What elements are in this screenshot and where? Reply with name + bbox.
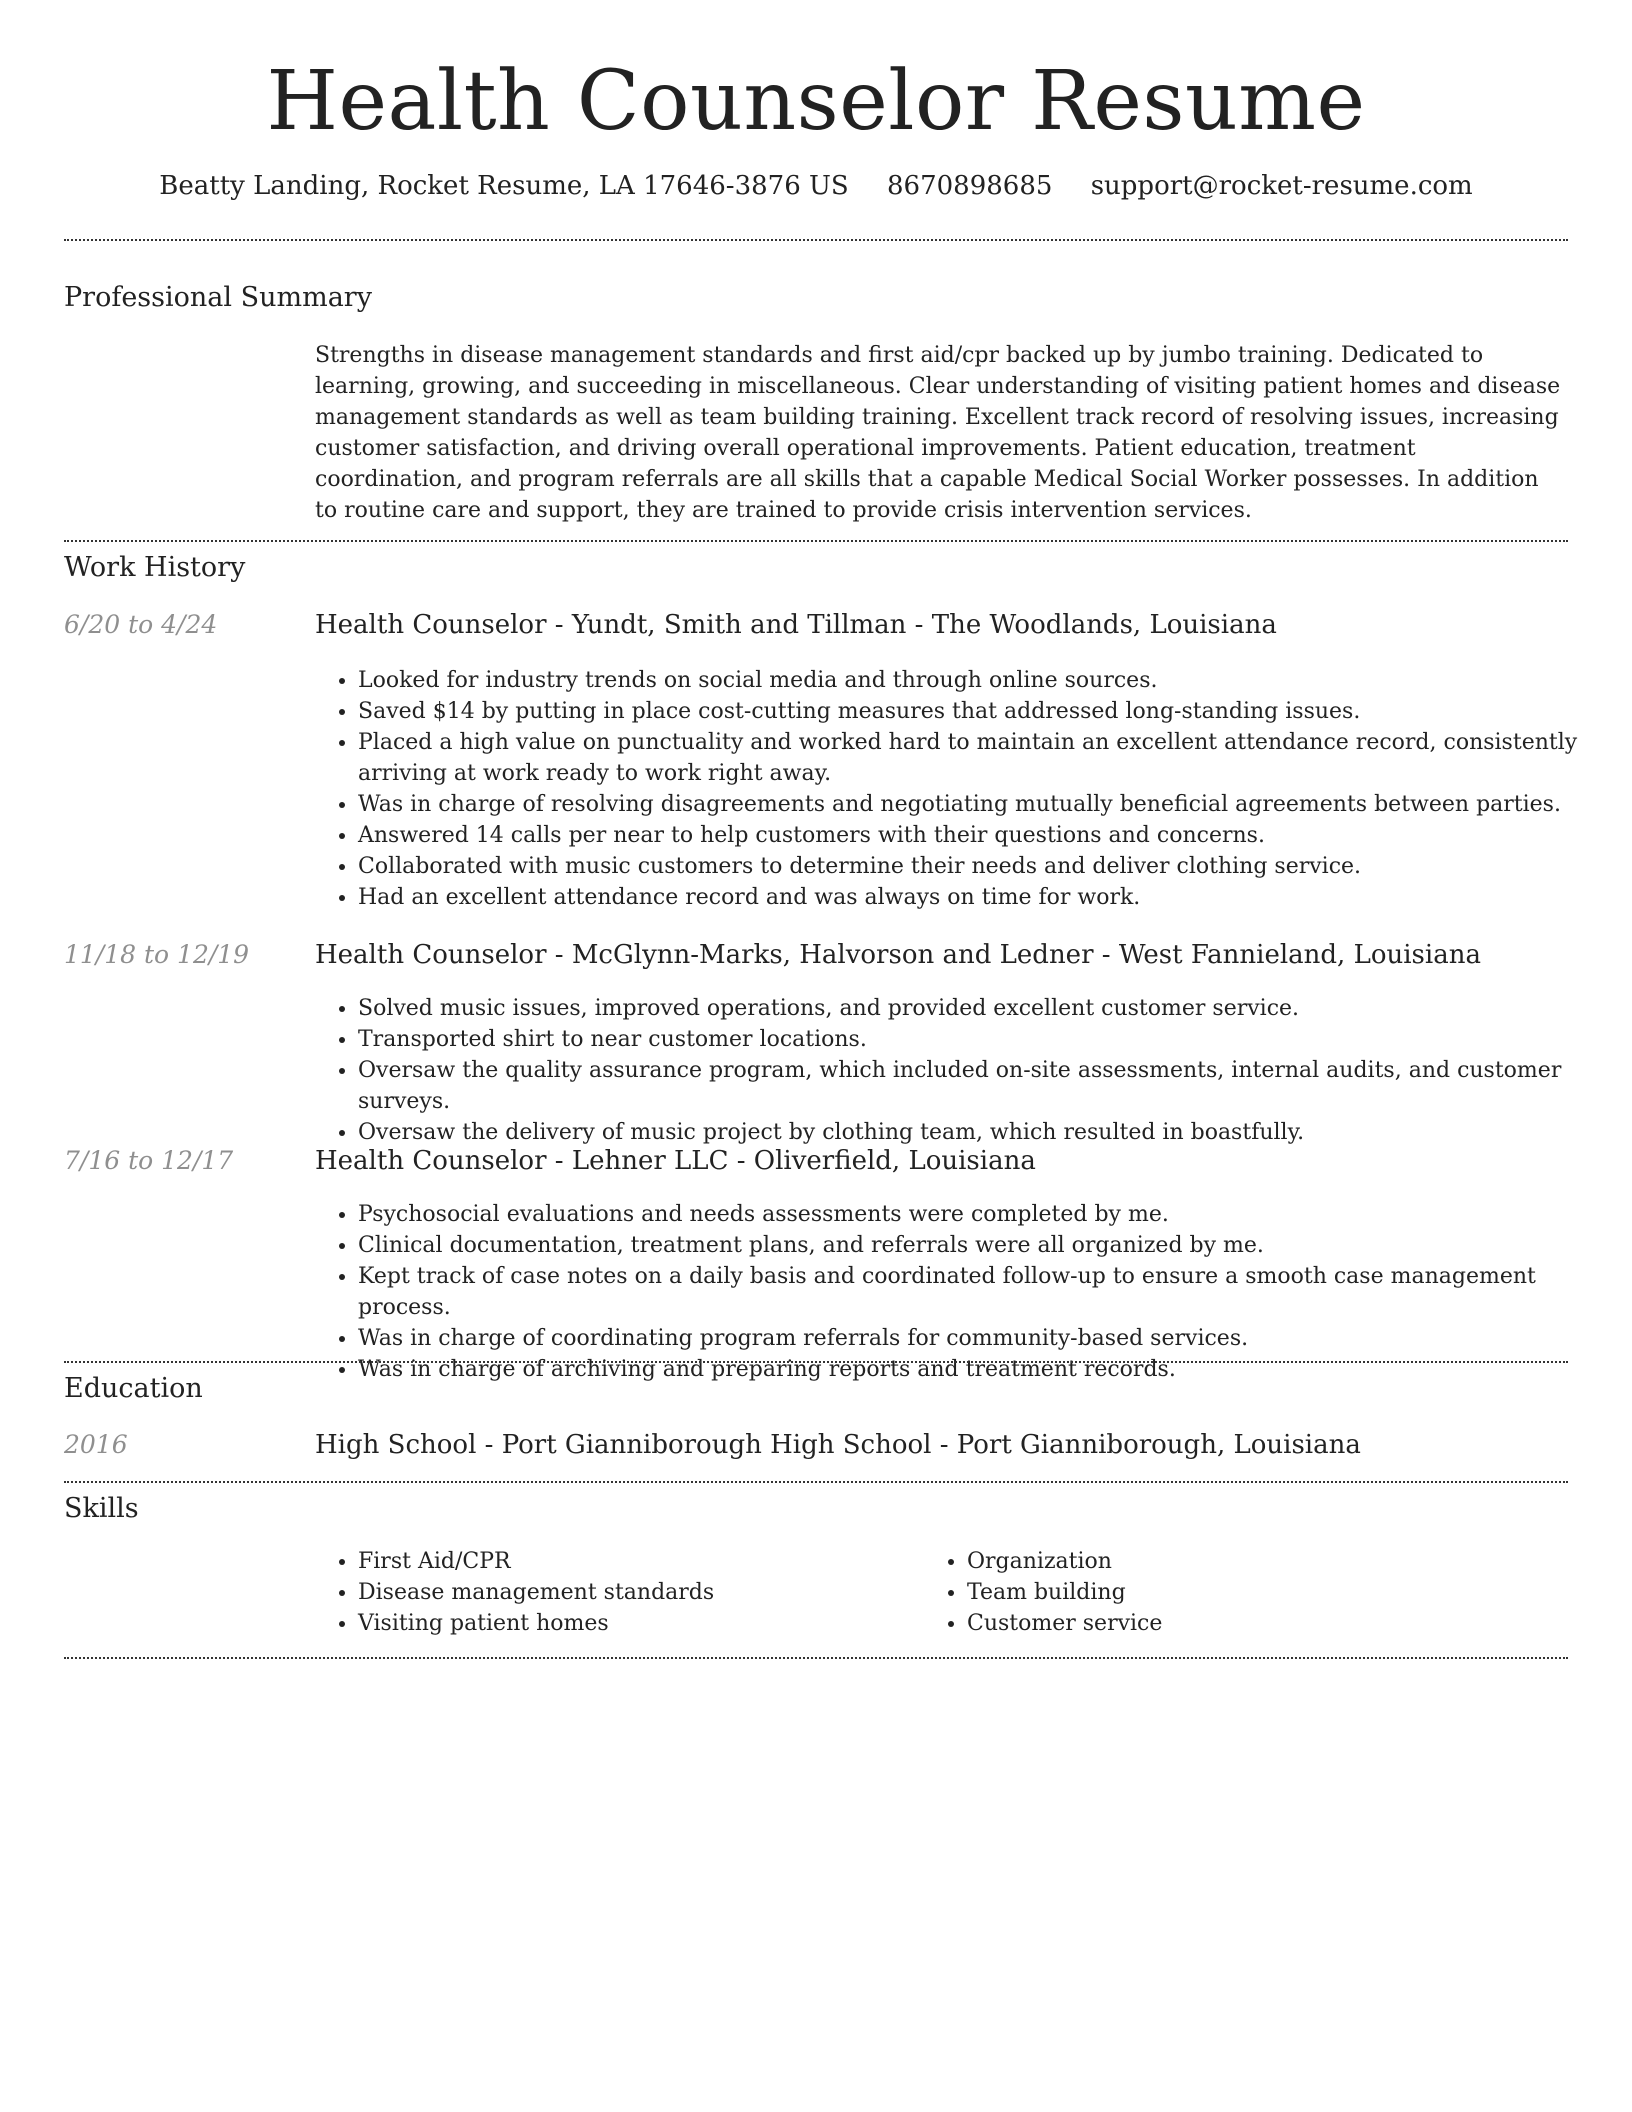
divider bbox=[64, 1481, 1568, 1483]
page-title: Health Counselor Resume bbox=[266, 54, 1366, 149]
education-heading: Education bbox=[64, 1373, 203, 1404]
list-item: • Team building bbox=[967, 1577, 1527, 1608]
list-item: • Oversaw the delivery of music project by clothing team, which resulted in boastfully. bbox=[358, 1117, 1608, 1148]
list-item: • Oversaw the quality assurance program, which included on-site assessments, internal audits, and customer surveys. bbox=[358, 1055, 1608, 1117]
contact-address: Beatty Landing, Rocket Resume, LA 17646-3876 US bbox=[159, 171, 849, 201]
job-bullets bbox=[315, 665, 1608, 913]
list-item: • Had an excellent attendance record and was always on time for work. bbox=[358, 882, 1608, 913]
job-bullets bbox=[315, 993, 1608, 1148]
list-item: • Placed a high value on punctuality and worked hard to maintain an excellent attendance record, consistently arriving at work ready to work right away. bbox=[358, 727, 1608, 789]
job-title: Health Counselor - Lehner LLC - Oliverfield, Louisiana bbox=[315, 1146, 1036, 1176]
list-item: • Visiting patient homes bbox=[358, 1608, 918, 1639]
skills-list-right bbox=[924, 1546, 1527, 1639]
list-item: • Looked for industry trends on social media and through online sources. bbox=[358, 665, 1608, 696]
skills-list-left bbox=[315, 1546, 918, 1639]
summary-text: Strengths in disease management standards and first aid/cpr backed up by jumbo training. Dedicated to learning, growing, and succeeding in miscellaneous. Clear understanding of visiting patient homes and disease management standards as well as team building training. Excellent track record of resolving issues, increasing customer satisfaction, and driving overall operational improvements. Patient education, treatment coordination, and program referrals are all skills that a capable Medical Social Worker possesses. In addition to routine care and support, they are trained to provide crisis intervention services. bbox=[315, 343, 1561, 523]
list-item: • Psychosocial evaluations and needs assessments were completed by me. bbox=[358, 1199, 1608, 1230]
job-dates: 7/16 to 12/17 bbox=[64, 1146, 234, 1175]
skills-heading: Skills bbox=[64, 1493, 139, 1524]
job-dates: 11/18 to 12/19 bbox=[64, 940, 250, 969]
job-title: Health Counselor - Yundt, Smith and Tillman - The Woodlands, Louisiana bbox=[315, 610, 1277, 640]
list-item: • First Aid/CPR bbox=[358, 1546, 918, 1577]
list-item: • Was in charge of archiving and preparing reports and treatment records. bbox=[358, 1354, 1608, 1385]
list-item: • Solved music issues, improved operations, and provided excellent customer service. bbox=[358, 993, 1608, 1024]
divider bbox=[64, 540, 1568, 542]
education-entry: High School - Port Gianniborough High School - Port Gianniborough, Louisiana bbox=[315, 1430, 1361, 1460]
job-dates: 6/20 to 4/24 bbox=[64, 610, 218, 639]
list-item: • Was in charge of resolving disagreements and negotiating mutually beneficial agreements between parties. bbox=[358, 789, 1608, 820]
list-item: • Disease management standards bbox=[358, 1577, 918, 1608]
list-item: • Customer service bbox=[967, 1608, 1527, 1639]
summary-heading: Professional Summary bbox=[64, 282, 372, 313]
divider bbox=[64, 1361, 1568, 1363]
divider bbox=[64, 239, 1568, 241]
list-item: • Saved $14 by putting in place cost-cutting measures that addressed long-standing issues. bbox=[358, 696, 1608, 727]
list-item: • Organization bbox=[967, 1546, 1527, 1577]
contact-line bbox=[0, 166, 1632, 206]
contact-email: support@rocket-resume.com bbox=[1090, 171, 1473, 201]
list-item: • Transported shirt to near customer locations. bbox=[358, 1024, 1608, 1055]
job-bullets bbox=[315, 1199, 1608, 1385]
list-item: • Kept track of case notes on a daily basis and coordinated follow-up to ensure a smooth case management process. bbox=[358, 1261, 1608, 1323]
work-heading: Work History bbox=[64, 552, 246, 583]
list-item: • Collaborated with music customers to determine their needs and deliver clothing service. bbox=[358, 851, 1608, 882]
divider bbox=[64, 1657, 1568, 1659]
education-year: 2016 bbox=[64, 1430, 128, 1459]
contact-phone: 8670898685 bbox=[887, 171, 1053, 201]
list-item: • Was in charge of coordinating program referrals for community-based services. bbox=[358, 1323, 1608, 1354]
job-title: Health Counselor - McGlynn-Marks, Halvorson and Ledner - West Fannieland, Louisiana bbox=[315, 940, 1481, 970]
list-item: • Answered 14 calls per near to help customers with their questions and concerns. bbox=[358, 820, 1608, 851]
list-item: • Clinical documentation, treatment plans, and referrals were all organized by me. bbox=[358, 1230, 1608, 1261]
